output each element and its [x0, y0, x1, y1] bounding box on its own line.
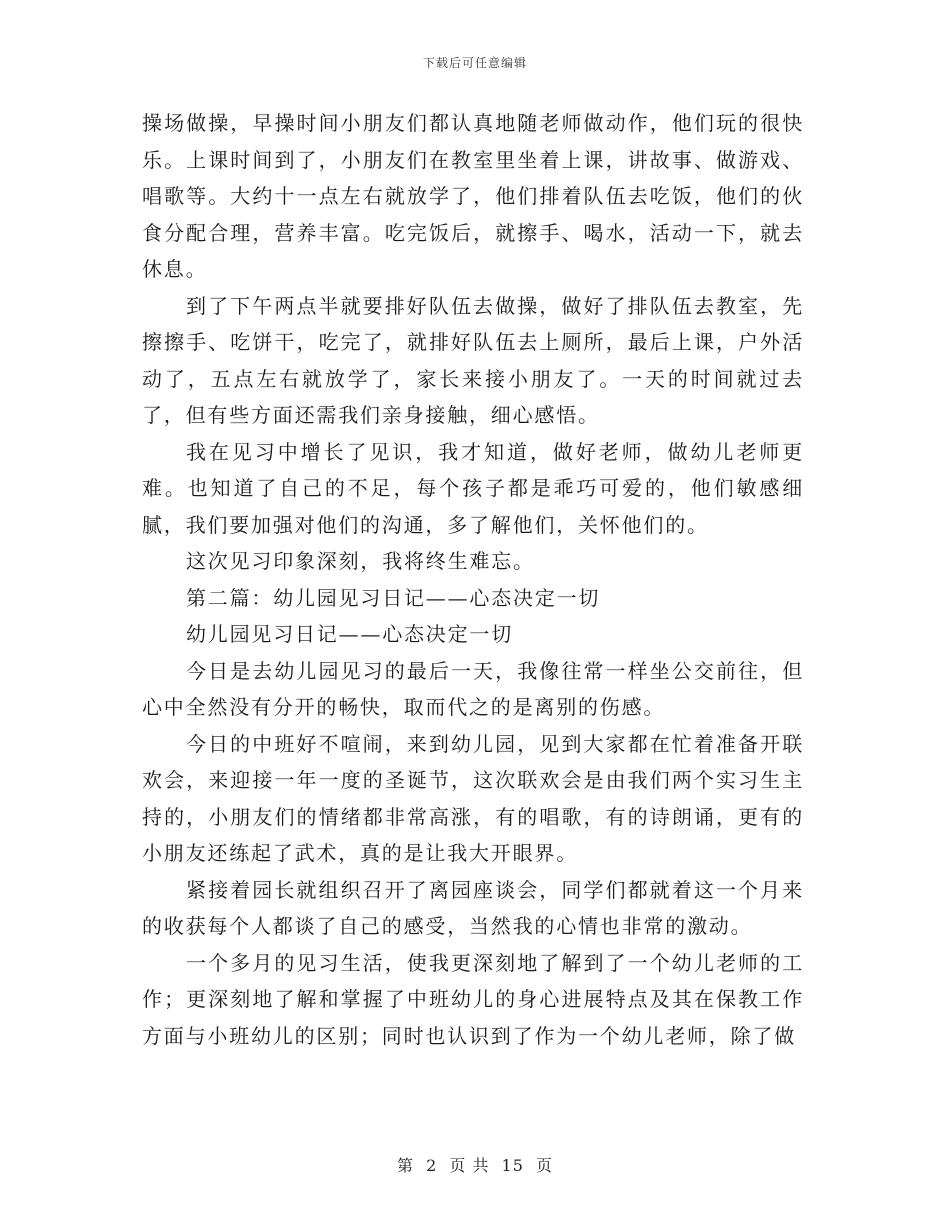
paragraph: 操场做操，早操时间小朋友们都认真地随老师做动作，他们玩的很快乐。上课时间到了，小朋友们在教室里坐着上课，讲故事、做游戏、唱歌等。大约十一点左右就放学了，他们排着队伍去吃饭，他们的伙食分配合理，营养丰富。吃完饭后，就擦手、喝水，活动一下，就去休息。: [142, 111, 804, 281]
page-header: 下载后可任意编辑: [422, 56, 527, 70]
page-number-suffix: 页: [536, 1156, 554, 1175]
total-pages-number: 15: [501, 1156, 524, 1175]
page-footer: [0, 1153, 950, 1176]
current-page-number: 2: [426, 1156, 438, 1175]
paragraph: 我在见习中增长了见识，我才知道，做好老师，做幼儿老师更难。也知道了自己的不足，每个孩子都是乖巧可爱的，他们敏感细腻，我们要加强对他们的沟通，多了解他们，关怀他们的。: [142, 439, 804, 537]
paragraph: 一个多月的见习生活，使我更深刻地了解到了一个幼儿老师的工作；更深刻地了解和掌握了中班幼儿的身心进展特点及其在保教工作方面与小班幼儿的区别；同时也认识到了作为一个幼儿老师，除了做: [142, 950, 804, 1048]
section-heading: 第二篇：幼儿园见习日记——心态决定一切: [186, 585, 601, 610]
paragraph: 今日是去幼儿园见习的最后一天，我像往常一样坐公交前往，但心中全然没有分开的畅快，取而代之的是离别的伤感。: [142, 658, 804, 719]
paragraph: 紧接着园长就组织召开了离园座谈会，同学们都就着这一个月来的收获每个人都谈了自己的感受，当然我的心情也非常的激动。: [142, 877, 804, 938]
paragraph: 到了下午两点半就要排好队伍去做操，做好了排队伍去教室，先擦擦手、吃饼干，吃完了，就排好队伍去上厕所，最后上课，户外活动了，五点左右就放学了，家长来接小朋友了。一天的时间就过去了，但有些方面还需我们亲身接触，细心感悟。: [142, 293, 804, 427]
article-title: 幼儿园见习日记——心态决定一切: [186, 622, 513, 646]
page-number-prefix: 第: [396, 1156, 414, 1175]
paragraph: 今日的中班好不喧闹，来到幼儿园，见到大家都在忙着准备开联欢会，来迎接一年一度的圣诞节，这次联欢会是由我们两个实习生主持的，小朋友们的情绪都非常高涨，有的唱歌，有的诗朗诵，更有的小朋友还练起了武术，真的是让我大开眼界。: [142, 731, 804, 865]
page-number-middle: 页 共: [449, 1156, 490, 1175]
document-body: [142, 105, 804, 1054]
paragraph: 这次见习印象深刻，我将终生难忘。: [186, 549, 535, 573]
